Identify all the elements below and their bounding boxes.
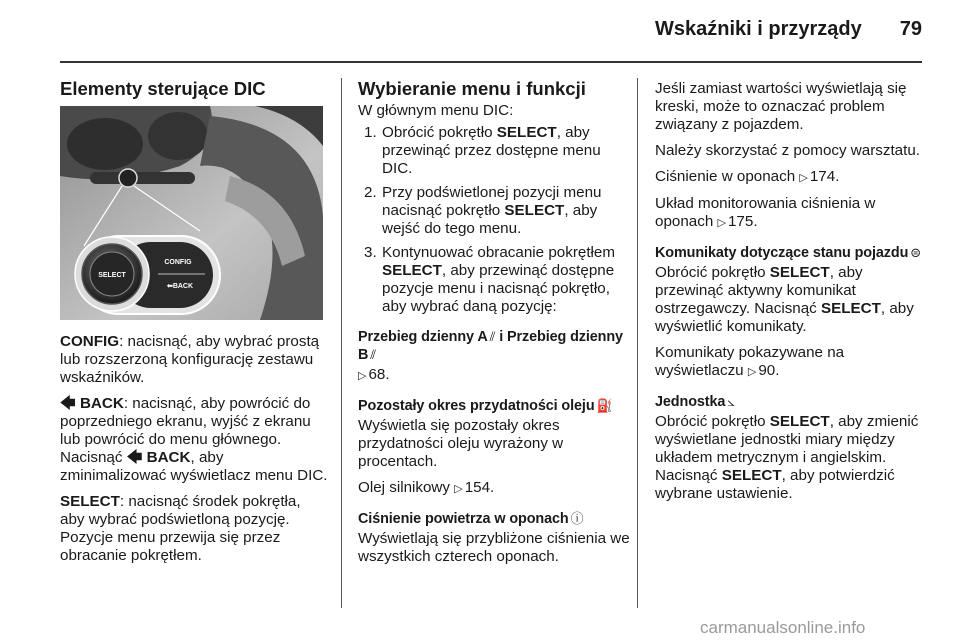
- column-1-body: [60, 333, 328, 573]
- section-heading-dic-controls: Elementy sterujące DIC: [60, 78, 266, 99]
- list-item: 1. Obrócić pokrętło SELECT, aby przewinąć przez dostępne menu DIC.: [364, 124, 601, 177]
- paragraph-dashes: Jeśli zamiast wartości wyświetlają się kreski, może to oznaczać problem związany z pojazdem.: [655, 80, 907, 133]
- term-back: BACK: [79, 395, 124, 412]
- dic-controls-photo: [60, 106, 323, 320]
- vehicle-message-icon: ⊜: [910, 245, 922, 260]
- page-reference-icon: ▷: [717, 217, 726, 229]
- photo-label-config: CONFIG: [164, 259, 192, 266]
- column-divider-1: [341, 78, 342, 608]
- section-heading-menu-selection: Wybieranie menu i funkcji: [358, 78, 586, 99]
- header-rule: [60, 61, 922, 63]
- paragraph-config: CONFIG: nacisnąć, aby wybrać prostą lub rozszerzoną konfigurację zestawu wskaźników.: [60, 333, 320, 386]
- back-arrow-icon: 🡄: [126, 449, 143, 466]
- column-2: [358, 78, 630, 574]
- trip-odometer-icon: ⫽: [370, 347, 376, 362]
- steps-list: [358, 124, 630, 316]
- paragraph-workshop: Należy skorzystać z pomocy warsztatu.: [655, 142, 921, 159]
- tpms-reference: Układ monitorowania ciśnienia w oponach ▷ 175.: [655, 195, 876, 230]
- subheading-units: Jednostka ⦣: [655, 394, 735, 410]
- page-reference-icon: ▷: [358, 370, 367, 382]
- term-back-2: BACK: [146, 449, 191, 466]
- subheading-vehicle-messages: Komunikaty dotyczące stanu pojazdu ⊜: [655, 245, 922, 261]
- paragraph-back: 🡄 BACK: nacisnąć, aby powrócić do poprzedniego ekranu, wyjść z ekranu lub powrócić do menu głównego. Nacisnąć 🡄 BACK, aby zminimalizować wyświetlacz menu DIC.: [60, 395, 328, 484]
- column-3: [655, 80, 927, 511]
- messages-reference: Komunikaty pokazywane na wyświetlaczu ▷ 90.: [655, 344, 845, 379]
- page-reference-icon: ▷: [747, 366, 757, 378]
- paragraph-select: SELECT: nacisnąć środek pokrętła, aby wybrać podświetloną pozycję. Pozycje menu przewija się przez obracanie pokrętłem.: [60, 493, 301, 564]
- watermark: carmanualsonline.info: [700, 618, 866, 637]
- back-arrow-icon: 🡄: [60, 395, 76, 412]
- trip-reference[interactable]: ▷ 68.: [358, 366, 390, 383]
- page-number: 79: [899, 18, 922, 40]
- tire-reference: Ciśnienie w oponach ▷ 174.: [655, 168, 840, 185]
- vehicle-messages-text: Obrócić pokrętło SELECT, aby przewinąć aktywny komunikat ostrzegawczy. Nacisnąć SELECT, aby wyświetlić komunikaty.: [655, 264, 914, 335]
- oil-engine-reference: Olej silnikowy ▷ 154.: [358, 479, 495, 496]
- subheading-trip: Przebieg dzienny A ⫽ i Przebieg dzienny B ⫽: [358, 329, 623, 363]
- page-reference-icon: ▷: [454, 483, 463, 495]
- running-header-title: Wskaźniki i przyrządy: [655, 18, 862, 40]
- subheading-oil-life: Pozostały okres przydatności oleju ⛽: [358, 398, 613, 414]
- page-reference-icon: ▷: [799, 172, 808, 184]
- column-divider-2: [637, 78, 638, 608]
- tire-pressure-icon: ⓘ: [570, 511, 584, 526]
- column-1: [60, 78, 328, 102]
- units-text: Obrócić pokrętło SELECT, aby zmienić wyświetlane jednostki miary między układem metrycznym i angielskim. Nacisnąć SELECT, aby potwierdzić wybrane ustawienie.: [655, 413, 919, 502]
- term-select: SELECT: [60, 493, 120, 510]
- oil-life-text: Wyświetla się pozostały okres przydatności oleju wyrażony w procentach.: [358, 417, 564, 470]
- photo-label-select: SELECT: [98, 272, 126, 279]
- tire-pressure-text: Wyświetlają się przybliżone ciśnienia we wszystkich czterech oponach.: [358, 530, 630, 565]
- list-item: 2. Przy podświetlonej pozycji menu nacisnąć pokrętło SELECT, aby wejść do tego menu.: [364, 184, 602, 237]
- oil-can-icon: ⛽: [596, 398, 613, 413]
- subheading-tire-pressure: Ciśnienie powietrza w oponach ⓘ: [358, 511, 584, 527]
- photo-label-back: ⬅BACK: [166, 283, 194, 290]
- term-config: CONFIG: [60, 333, 120, 350]
- intro-text: W głównym menu DIC:: [358, 102, 514, 119]
- trip-odometer-icon: ⫽: [489, 329, 496, 344]
- units-icon: ⦣: [727, 394, 735, 409]
- list-item: 3. Kontynuować obracanie pokrętłem SELECT, aby przewinąć dostępne pozycje menu i nacisnąć pokrętło, aby wybrać daną pozycję:: [364, 244, 616, 315]
